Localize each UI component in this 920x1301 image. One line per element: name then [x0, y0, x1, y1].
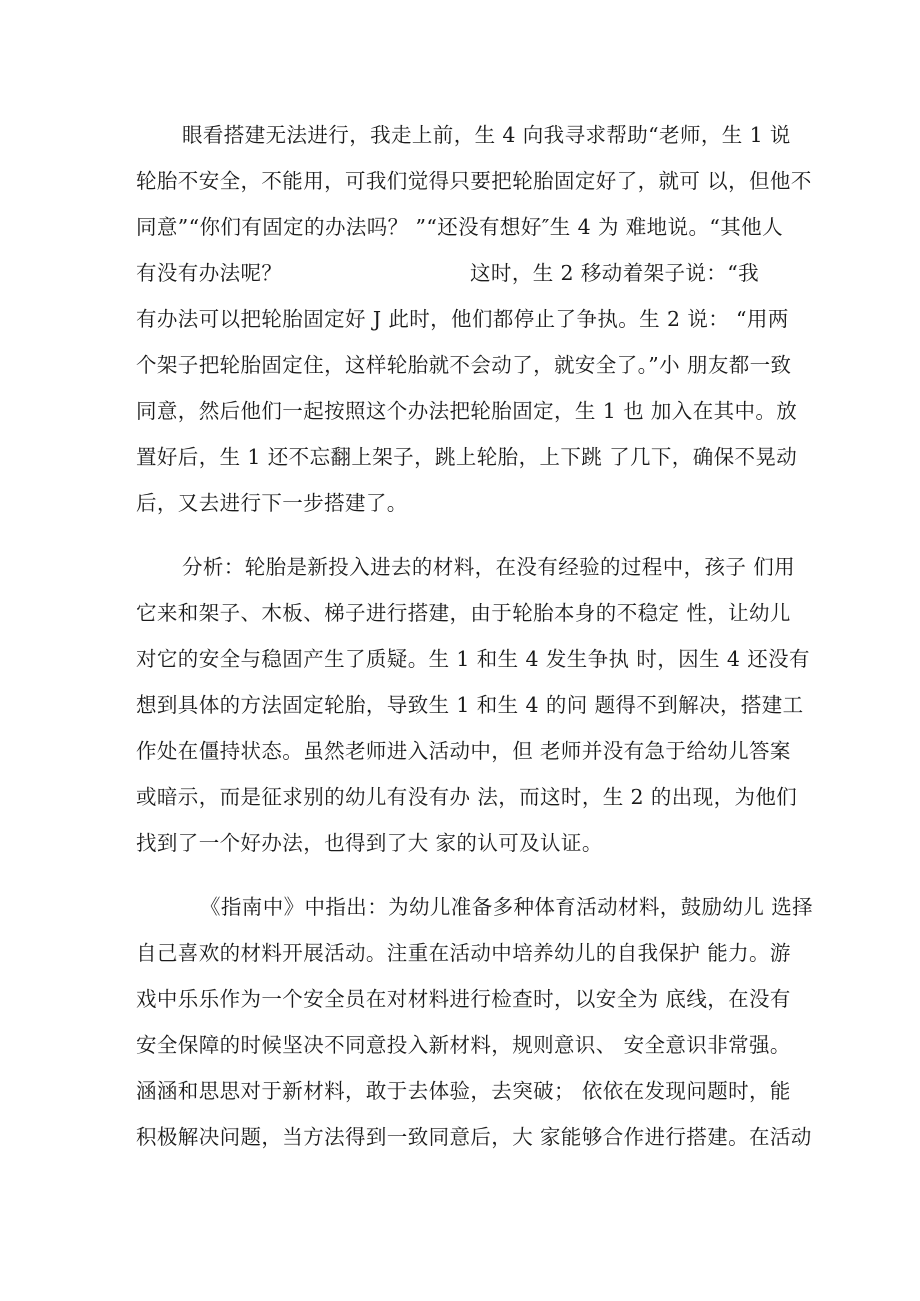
text-line: 想到具体的方法固定轮胎，导致生 1 和生 4 的问 题得不到解决，搭建工 [136, 693, 804, 717]
text-line: 找到了一个好办法，也得到了大 家的认可及认证。 [136, 831, 603, 855]
text-line: 或暗示，而是征求别的幼儿有没有办 法，而这时，生 2 的出现，为他们 [136, 785, 798, 809]
text-line: 对它的安全与稳固产生了质疑。生 1 和生 4 发生争执 时，因生 4 还没有 [136, 647, 810, 671]
text-segment: 这时，生 2 移动着架子说：“我 [470, 261, 759, 285]
text-segment: 有没有办法呢？ [136, 261, 283, 285]
text-line: 安全保障的时候坚决不同意投入新材料，规则意识、 安全意识非常强。 [136, 1033, 791, 1057]
text-line: 置好后，生 1 还不忘翻上架子，跳上轮胎，上下跳 了几下，确保不晃动 [136, 445, 798, 469]
text-line: 分析：轮胎是新投入进去的材料，在没有经验的过程中，孩子 们用 [182, 555, 796, 579]
text-line-split [136, 259, 781, 287]
text-line: 个架子把轮胎固定住，这样轮胎就不会动了，就安全了。”小 朋友都一致 [136, 353, 792, 377]
text-line: 后，又去进行下一步搭建了。 [136, 491, 408, 515]
text-line: 涵涵和思思对于新材料，敢于去体验，去突破； 依依在发现问题时，能 [136, 1079, 791, 1103]
text-line: 作处在僵持状态。虽然老师进入活动中，但 老师并没有急于给幼儿答案 [136, 739, 791, 763]
text-line: 积极解决问题，当方法得到一致同意后，大 家能够合作进行搭建。在活动 [136, 1125, 812, 1149]
text-line: 轮胎不安全，不能用，可我们觉得只要把轮胎固定好了，就可 以，但他不 [136, 169, 812, 193]
text-line: 戏中乐乐作为一个安全员在对材料进行检查时，以安全为 底线，在没有 [136, 987, 791, 1011]
text-line: 《指南中》中指出：为幼儿准备多种体育活动材料，鼓励幼儿 选择 [200, 895, 814, 919]
text-line: 自己喜欢的材料开展活动。注重在活动中培养幼儿的自我保护 能力。游 [136, 941, 791, 965]
text-line: 眼看搭建无法进行，我走上前，生 4 向我寻求帮助“老师，生 1 说 [182, 123, 791, 147]
text-line: 同意，然后他们一起按照这个办法把轮胎固定，生 1 也 加入在其中。放 [136, 399, 798, 423]
text-line: 有办法可以把轮胎固定好 J 此时，他们都停止了争执。生 2 说： “用两 [136, 307, 789, 331]
text-line: 同意”“你们有固定的办法吗？ ”“还没有想好″生 4 为 难地说。“其他人 [136, 215, 783, 239]
text-line: 它来和架子、木板、梯子进行搭建，由于轮胎本身的不稳定 性，让幼儿 [136, 601, 791, 625]
